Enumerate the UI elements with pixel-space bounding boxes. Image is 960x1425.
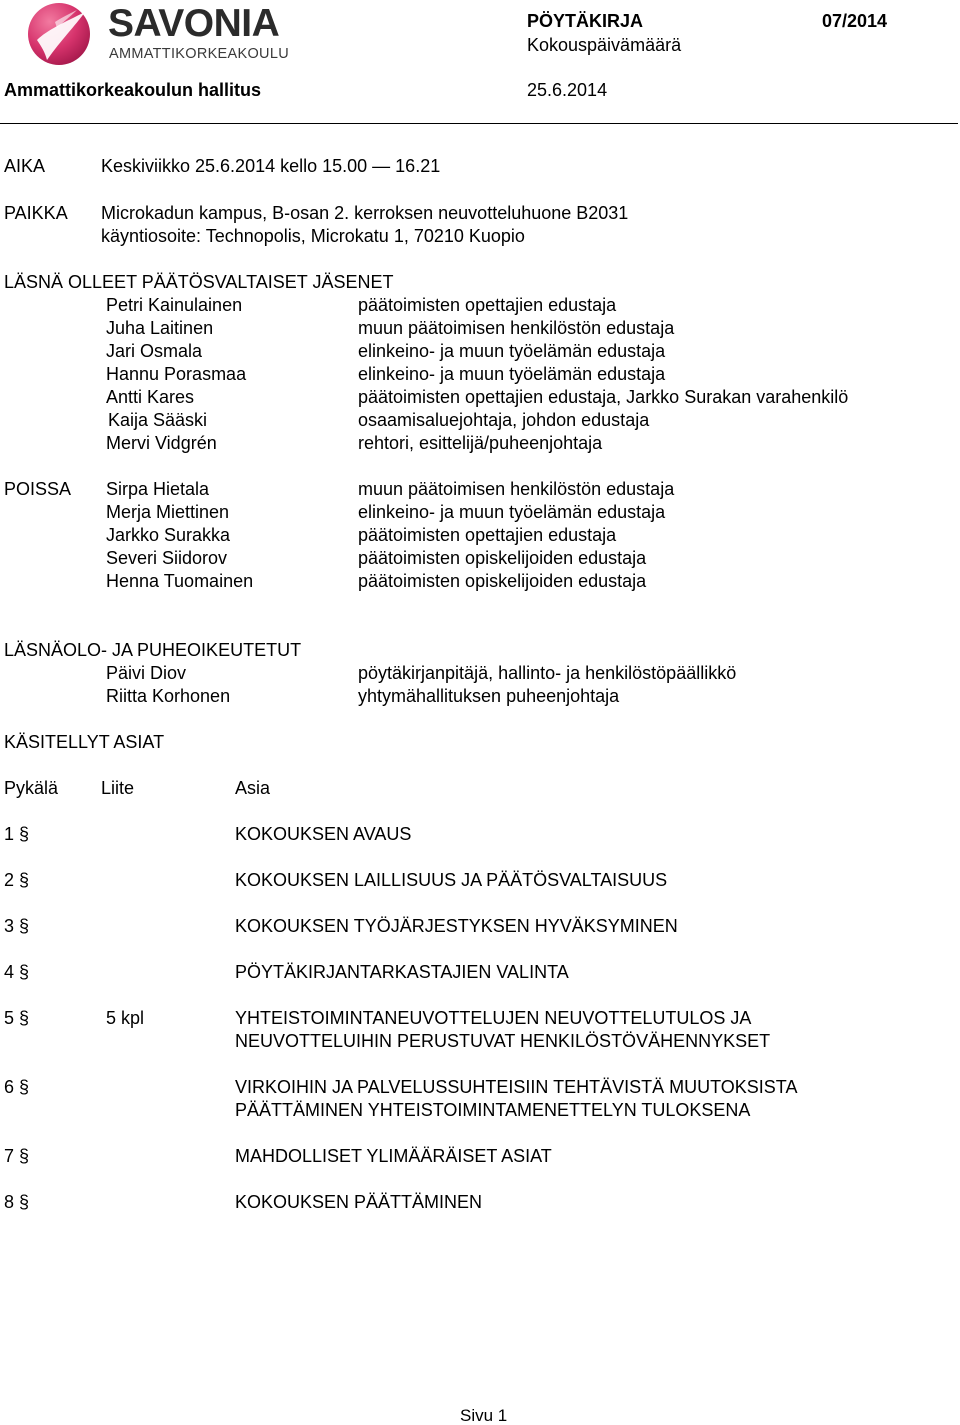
member-name: Hannu Porasmaa <box>106 364 247 384</box>
date-label: Kokouspäivämäärä <box>527 35 682 55</box>
agenda-item-title: KOKOUKSEN LAILLISUUS JA PÄÄTÖSVALTAISUUS <box>235 870 668 890</box>
brand-name: SAVONIA <box>108 2 280 45</box>
absent-role: päätoimisten opiskelijoiden edustaja <box>358 548 647 568</box>
absent-name: Merja Miettinen <box>106 502 230 522</box>
member-role: elinkeino- ja muun työelämän edustaja <box>358 341 666 361</box>
member-name: Mervi Vidgrén <box>106 433 217 453</box>
column-header-asia: Asia <box>235 778 271 798</box>
agenda-heading: KÄSITELLYT ASIAT <box>4 732 165 752</box>
header-divider <box>0 123 958 124</box>
agenda-item-title: KOKOUKSEN AVAUS <box>235 824 412 844</box>
brand-subtitle: AMMATTIKORKEAKOULU <box>109 46 289 62</box>
agenda-item-title: MAHDOLLISET YLIMÄÄRÄISET ASIAT <box>235 1146 552 1166</box>
member-role: päätoimisten opettajien edustaja, Jarkko Surakan varahenkilö <box>358 387 849 407</box>
absent-role: elinkeino- ja muun työelämän edustaja <box>358 502 666 522</box>
member-name: Petri Kainulainen <box>106 295 243 315</box>
member-role: muun päätoimisen henkilöstön edustaja <box>358 318 675 338</box>
absent-name: Severi Siidorov <box>106 548 228 568</box>
agenda-item-number: 1 § <box>4 824 30 844</box>
agenda-item-number: 6 § <box>4 1077 30 1097</box>
aika-value: Keskiviikko 25.6.2014 kello 15.00 — 16.21 <box>101 156 441 176</box>
member-role: rehtori, esittelijä/puheenjohtaja <box>358 433 603 453</box>
paikka-line-2: käyntiosoite: Technopolis, Microkatu 1, 70210 Kuopio <box>101 226 525 246</box>
doc-type: PÖYTÄKIRJA <box>527 11 644 31</box>
absent-role: muun päätoimisen henkilöstön edustaja <box>358 479 675 499</box>
agenda-item-number: 5 § <box>4 1008 30 1028</box>
absent-role: päätoimisten opettajien edustaja <box>358 525 617 545</box>
member-name: Juha Laitinen <box>106 318 214 338</box>
member-name: Jari Osmala <box>106 341 203 361</box>
agenda-item-number: 4 § <box>4 962 30 982</box>
agenda-item-number: 3 § <box>4 916 30 936</box>
attendance-name: Riitta Korhonen <box>106 686 231 706</box>
member-role: päätoimisten opettajien edustaja <box>358 295 617 315</box>
column-header-liite: Liite <box>101 778 135 798</box>
column-header-pykala: Pykälä <box>4 778 59 798</box>
paikka-label: PAIKKA <box>4 203 68 223</box>
attendance-name: Päivi Diov <box>106 663 187 683</box>
absent-name: Sirpa Hietala <box>106 479 210 499</box>
meeting-date: 25.6.2014 <box>527 80 608 100</box>
member-role: osaamisaluejohtaja, johdon edustaja <box>358 410 650 430</box>
doc-number: 07/2014 <box>822 11 888 31</box>
attendance-heading: LÄSNÄOLO- JA PUHEOIKEUTETUT <box>4 640 302 660</box>
agenda-item-title: PÖYTÄKIRJANTARKASTAJIEN VALINTA <box>235 962 569 982</box>
agenda-item-number: 7 § <box>4 1146 30 1166</box>
absent-name: Jarkko Surakka <box>106 525 231 545</box>
absent-role: päätoimisten opiskelijoiden edustaja <box>358 571 647 591</box>
agenda-item-title: KOKOUKSEN TYÖJÄRJESTYKSEN HYVÄKSYMINEN <box>235 916 678 936</box>
member-name: Kaija Sääski <box>108 410 208 430</box>
paikka-line-1: Microkadun kampus, B-osan 2. kerroksen neuvotteluhuone B2031 <box>101 203 629 223</box>
member-name: Antti Kares <box>106 387 195 407</box>
organization: Ammattikorkeakoulun hallitus <box>4 80 262 100</box>
agenda-item-number: 8 § <box>4 1192 30 1212</box>
agenda-item-number: 2 § <box>4 870 30 890</box>
agenda-item-title: VIRKOIHIN JA PALVELUSSUHTEISIIN TEHTÄVISTÄ MUUTOKSISTA <box>235 1077 798 1097</box>
agenda-item-title-cont: PÄÄTTÄMINEN YHTEISTOIMINTAMENETTELYN TULOKSENA <box>235 1100 751 1120</box>
absent-heading: POISSA <box>4 479 72 499</box>
attendance-role: pöytäkirjanpitäjä, hallinto- ja henkilöstöpäällikkö <box>358 663 737 683</box>
agenda-item-title-cont: NEUVOTTELUIHIN PERUSTUVAT HENKILÖSTÖVÄHENNYKSET <box>235 1031 771 1051</box>
member-role: elinkeino- ja muun työelämän edustaja <box>358 364 666 384</box>
agenda-item-attachment: 5 kpl <box>106 1008 145 1028</box>
savonia-logo-icon <box>25 0 93 66</box>
attendance-role: yhtymähallituksen puheenjohtaja <box>358 686 620 706</box>
page-number: Sivu 1 <box>460 1406 508 1425</box>
aika-label: AIKA <box>4 156 46 176</box>
agenda-item-title: KOKOUKSEN PÄÄTTÄMINEN <box>235 1192 483 1212</box>
agenda-item-title: YHTEISTOIMINTANEUVOTTELUJEN NEUVOTTELUTULOS JA <box>235 1008 752 1028</box>
present-members-heading: LÄSNÄ OLLEET PÄÄTÖSVALTAISET JÄSENET <box>4 272 394 292</box>
absent-name: Henna Tuomainen <box>106 571 254 591</box>
